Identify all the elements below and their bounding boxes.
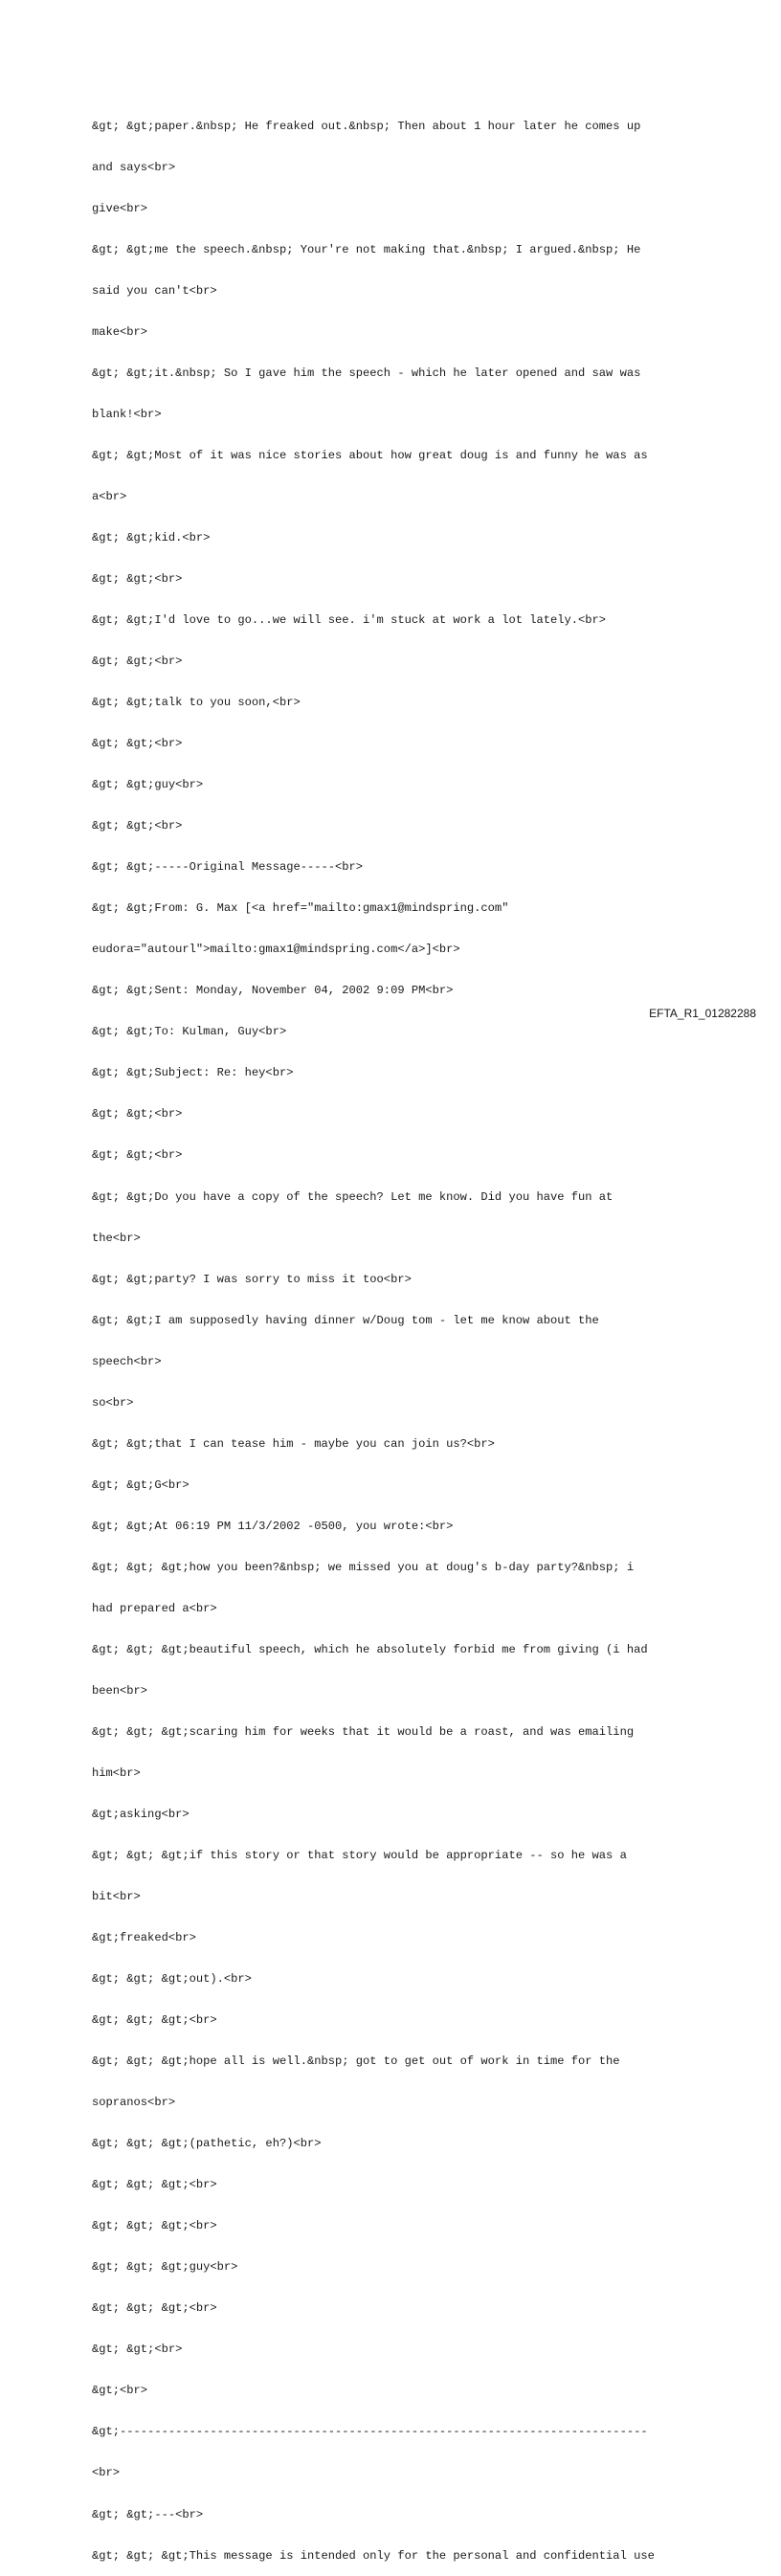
text-line: &gt; &gt; &gt;if this story or that story would be appropriate -- so he was a xyxy=(92,1849,627,1862)
text-line: &gt; &gt;Most of it was nice stories about how great doug is and funny he was as xyxy=(92,448,648,462)
text-line: &gt; &gt;that I can tease him - maybe you can join us?<br> xyxy=(92,1436,495,1451)
text-line: &gt; &gt; &gt;beautiful speech, which he absolutely forbid me from giving (i had xyxy=(92,1642,648,1656)
text-line: &gt; &gt; &gt;hope all is well.&nbsp; got to get out of work in time for the xyxy=(92,2054,620,2069)
text-line: &gt; &gt;me the speech.&nbsp; Your're not making that.&nbsp; I argued.&nbsp; He xyxy=(92,242,641,256)
text-line: &gt; &gt; &gt;scaring him for weeks that it would be a roast, and was emailing xyxy=(92,1724,635,1739)
text-line: &gt; &gt;Subject: Re: hey<br> xyxy=(92,1066,294,1080)
text-line: give<br> xyxy=(92,201,148,215)
text-line: &gt;freaked<br> xyxy=(92,1931,196,1945)
text-line: &gt; &gt;-----Original Message-----<br> xyxy=(92,860,364,875)
bates-number: EFTA_R1_01282288 xyxy=(649,1007,756,1020)
text-line: &gt; &gt;At 06:19 PM 11/3/2002 -0500, you wrote:<br> xyxy=(92,1519,454,1533)
text-line: &gt; &gt;kid.<br> xyxy=(92,531,211,544)
text-line: sopranos<br> xyxy=(92,2096,176,2110)
text-line: the<br> xyxy=(92,1231,141,1245)
text-line: make<br> xyxy=(92,324,148,339)
text-line: &gt; &gt;it.&nbsp; So I gave him the speech - which he later opened and saw was xyxy=(92,366,641,380)
text-line: so<br> xyxy=(92,1395,134,1410)
text-line: &gt; &gt;---<br> xyxy=(92,2507,204,2521)
text-line: &gt; &gt; &gt;(pathetic, eh?)<br> xyxy=(92,2137,322,2151)
text-line: &gt; &gt;G<br> xyxy=(92,1477,190,1492)
text-line: &gt; &gt;party? I was sorry to miss it too<br> xyxy=(92,1272,412,1286)
text-line: &gt; &gt; &gt;<br> xyxy=(92,2013,217,2028)
text-line: &gt; &gt; &gt;guy<br> xyxy=(92,2260,238,2275)
text-line: &gt; &gt; &gt;out).<br> xyxy=(92,1972,252,1987)
text-line: had prepared a<br> xyxy=(92,1601,217,1615)
text-line: &gt; &gt;Sent: Monday, November 04, 2002 9:09 PM<br> xyxy=(92,984,454,998)
text-line: a<br> xyxy=(92,489,127,503)
text-line: said you can't<br> xyxy=(92,283,217,298)
text-line: &gt; &gt;<br> xyxy=(92,655,183,669)
text-line: &gt; &gt; &gt;<br> xyxy=(92,2219,217,2233)
text-line: speech<br> xyxy=(92,1354,162,1368)
text-line: &gt; &gt; &gt;This message is intended only for the personal and confidential use xyxy=(92,2548,655,2563)
text-line: &gt;---------------------------------------------------------------------------- xyxy=(92,2425,648,2439)
text-line: &gt; &gt;talk to you soon,<br> xyxy=(92,696,301,710)
text-line: &gt; &gt;To: Kulman, Guy<br> xyxy=(92,1025,287,1039)
text-line: him<br> xyxy=(92,1765,141,1780)
text-line: been<br> xyxy=(92,1683,148,1698)
text-line: blank!<br> xyxy=(92,407,162,421)
text-line: &gt; &gt; &gt;<br> xyxy=(92,2301,217,2316)
text-line: eudora="autourl">mailto:gmax1@mindspring.com</a>]<br> xyxy=(92,943,460,957)
email-body-text xyxy=(92,92,704,2576)
text-line: &gt; &gt;Do you have a copy of the speech? Let me know. Did you have fun at xyxy=(92,1189,614,1204)
text-line: &gt; &gt; &gt;how you been?&nbsp; we missed you at doug's b-day party?&nbsp; i xyxy=(92,1560,635,1574)
text-line: &gt; &gt;<br> xyxy=(92,572,183,587)
text-line: &gt;<br> xyxy=(92,2384,148,2398)
text-line: &gt; &gt;I'd love to go...we will see. i'm stuck at work a lot lately.<br> xyxy=(92,613,607,628)
text-line: &gt; &gt;<br> xyxy=(92,819,183,833)
text-line: &gt; &gt;From: G. Max [<a href="mailto:gmax1@mindspring.com" xyxy=(92,901,509,916)
text-line: &gt; &gt;<br> xyxy=(92,2343,183,2357)
text-line: &gt; &gt;guy<br> xyxy=(92,778,204,792)
text-line: and says<br> xyxy=(92,160,176,174)
text-line: &gt; &gt;I am supposedly having dinner w/Doug tom - let me know about the xyxy=(92,1313,599,1327)
text-line: &gt; &gt;<br> xyxy=(92,1148,183,1163)
text-line: &gt; &gt;paper.&nbsp; He freaked out.&nbsp; Then about 1 hour later he comes up xyxy=(92,119,641,133)
text-line: &gt; &gt;<br> xyxy=(92,1107,183,1121)
text-line: &gt; &gt; &gt;<br> xyxy=(92,2178,217,2192)
text-line: &gt; &gt;<br> xyxy=(92,737,183,751)
text-line: bit<br> xyxy=(92,1890,141,1904)
text-line: <br> xyxy=(92,2466,121,2480)
text-line: &gt;asking<br> xyxy=(92,1807,190,1821)
